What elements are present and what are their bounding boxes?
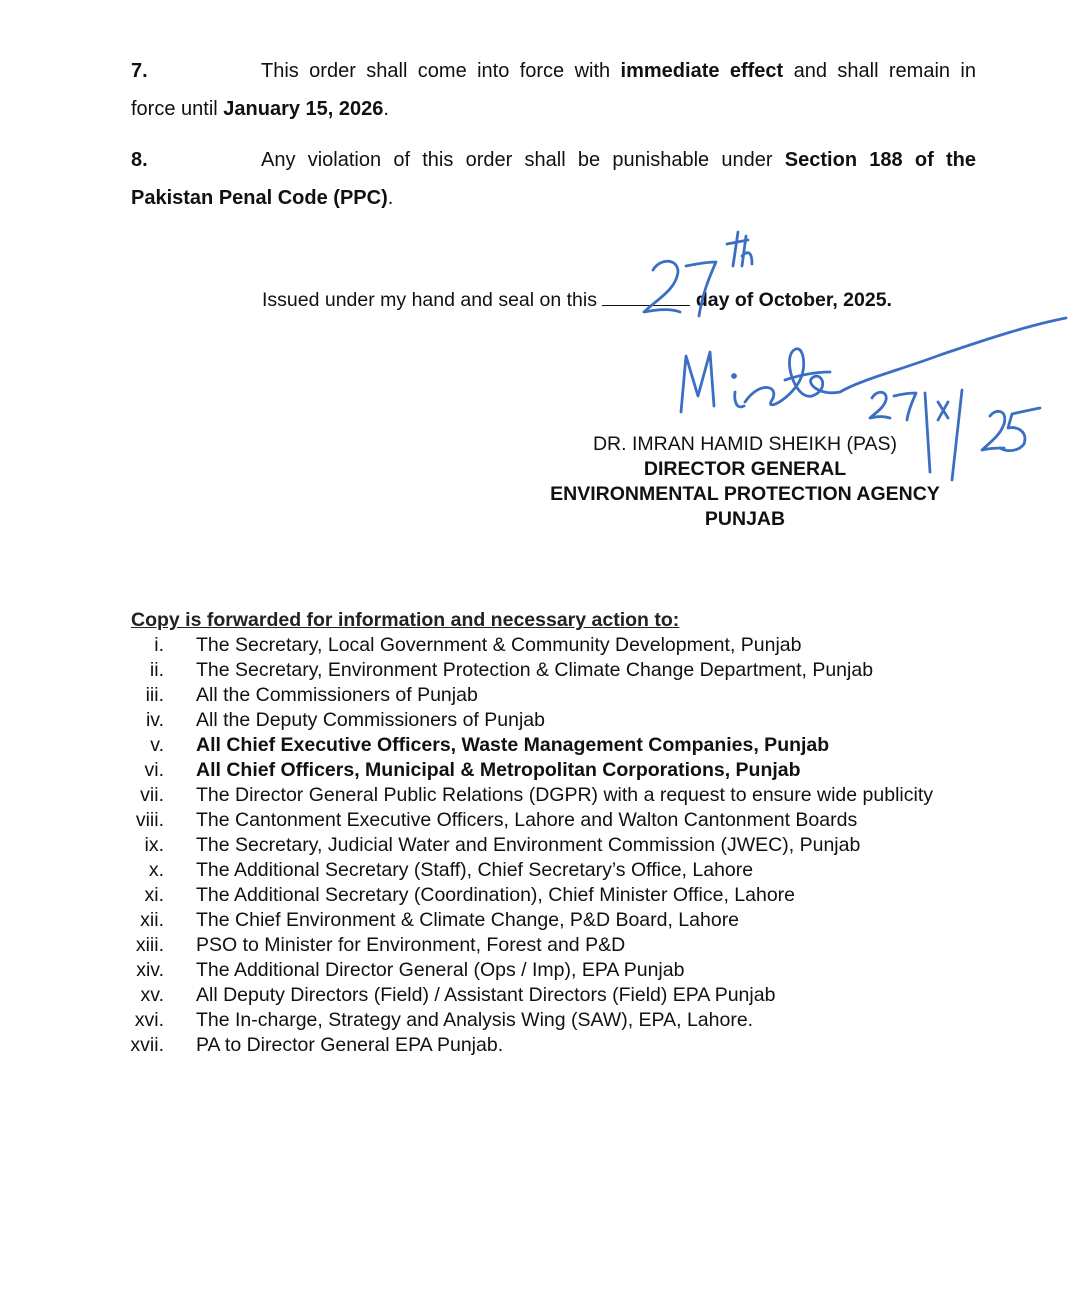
- paragraph-8-line-1: [131, 141, 976, 179]
- signatory-name: DR. IMRAN HAMID SHEIKH (PAS): [592, 433, 898, 455]
- recipient-text: The In-charge, Strategy and Analysis Wing (SAW), EPA, Lahore.: [196, 1009, 754, 1031]
- recipient-text: The Secretary, Local Government & Community Development, Punjab: [196, 634, 802, 656]
- recipient-numeral: x.: [148, 859, 164, 881]
- recipient-numeral: ii.: [149, 659, 164, 681]
- signature-flourish: [745, 318, 1066, 405]
- emphasized-text: Pakistan Penal Code (PPC): [131, 187, 388, 209]
- recipient-item: [120, 933, 1000, 958]
- recipient-numeral: iii.: [145, 684, 164, 706]
- recipient-text: The Secretary, Environment Protection & Climate Change Department, Punjab: [196, 659, 874, 681]
- recipient-numeral: xvii.: [130, 1034, 164, 1056]
- signature-m: [681, 352, 714, 412]
- recipient-numeral: v.: [150, 734, 164, 756]
- recipient-numeral: xi.: [144, 884, 164, 906]
- copy-forwarded-heading: Copy is forwarded for information and necessary action to:: [131, 609, 680, 631]
- copy-forwarded-list: [120, 633, 1000, 1058]
- paragraph-7: [131, 52, 976, 128]
- body-text: .: [387, 187, 394, 209]
- recipient-text: PSO to Minister for Environment, Forest and P&D: [196, 934, 626, 956]
- recipient-text: All Deputy Directors (Field) / Assistant Directors (Field) EPA Punjab: [196, 984, 776, 1006]
- recipient-text: The Additional Secretary (Staff), Chief Secretary’s Office, Lahore: [196, 859, 754, 881]
- recipient-item: [120, 1033, 1000, 1058]
- recipient-text: The Director General Public Relations (DGPR) with a request to ensure wide publicity: [196, 784, 933, 806]
- signature-block: [500, 432, 990, 532]
- issued-statement: [262, 287, 892, 312]
- recipient-item: [120, 658, 1000, 683]
- recipient-item: [120, 783, 1000, 808]
- handwritten-day-th: [727, 232, 752, 266]
- emphasized-text: January 15, 2026: [223, 98, 384, 120]
- recipient-item: [120, 758, 1000, 783]
- recipient-item: [120, 833, 1000, 858]
- recipient-text: The Additional Secretary (Coordination), Chief Minister Office, Lahore: [196, 884, 796, 906]
- recipient-numeral: ix.: [144, 834, 164, 856]
- recipient-text: The Cantonment Executive Officers, Lahore and Walton Cantonment Boards: [196, 809, 858, 831]
- paragraph-7-line-2: [131, 90, 976, 128]
- recipient-numeral: viii.: [135, 809, 164, 831]
- body-text: force until: [131, 98, 224, 120]
- recipient-item: [120, 908, 1000, 933]
- recipient-numeral: xv.: [140, 984, 164, 1006]
- recipient-item: [120, 808, 1000, 833]
- recipient-numeral: xvi.: [134, 1009, 164, 1031]
- recipient-text: All the Commissioners of Punjab: [196, 684, 478, 706]
- recipient-item: [120, 958, 1000, 983]
- recipient-numeral: vii.: [140, 784, 164, 806]
- issued-prefix: Issued under my hand and seal on this: [262, 289, 597, 311]
- emphasized-text: Section 188 of the: [784, 149, 977, 171]
- recipient-numeral: iv.: [145, 709, 164, 731]
- paragraph-8-line-2: [131, 179, 976, 217]
- recipient-numeral: xii.: [140, 909, 164, 931]
- recipient-item: [120, 633, 1000, 658]
- recipient-text: All the Deputy Commissioners of Punjab: [196, 709, 545, 731]
- recipient-text: All Chief Executive Officers, Waste Management Companies, Punjab: [196, 734, 830, 756]
- recipient-numeral: xiii.: [135, 934, 164, 956]
- body-text: and shall remain in: [783, 60, 976, 82]
- paragraph-8: [131, 141, 976, 217]
- signatory-region: PUNJAB: [704, 508, 786, 530]
- paragraph-number: 8.: [131, 149, 148, 171]
- paragraph-8-line-1-text: [261, 149, 976, 171]
- recipient-item: [120, 883, 1000, 908]
- recipient-numeral: i.: [154, 634, 164, 656]
- recipient-text: PA to Director General EPA Punjab.: [196, 1034, 504, 1056]
- recipient-text: The Secretary, Judicial Water and Environment Commission (JWEC), Punjab: [196, 834, 861, 856]
- recipient-numeral: xiv.: [136, 959, 164, 981]
- recipient-item: [120, 983, 1000, 1008]
- recipient-text: The Chief Environment & Climate Change, P&D Board, Lahore: [196, 909, 740, 931]
- day-blank-line: [602, 287, 690, 306]
- recipient-text: All Chief Officers, Municipal & Metropolitan Corporations, Punjab: [196, 759, 801, 781]
- paragraph-7-line-1-text: [261, 60, 976, 82]
- paragraph-7-line-1: [131, 52, 976, 90]
- body-text: .: [383, 98, 389, 120]
- recipient-item: [120, 733, 1000, 758]
- recipient-item: [120, 1008, 1000, 1033]
- recipient-text: The Additional Director General (Ops / Imp), EPA Punjab: [196, 959, 685, 981]
- body-text: This order shall come into force with: [261, 60, 621, 82]
- recipient-item: [120, 858, 1000, 883]
- body-text: Any violation of this order shall be punishable under: [261, 149, 785, 171]
- signatory-organization: ENVIRONMENTAL PROTECTION AGENCY: [550, 483, 940, 505]
- recipient-item: [120, 683, 1000, 708]
- emphasized-text: immediate effect: [620, 60, 784, 82]
- recipient-item: [120, 708, 1000, 733]
- recipient-numeral: vi.: [144, 759, 164, 781]
- signatory-designation: DIRECTOR GENERAL: [643, 458, 847, 480]
- issued-suffix: day of October, 2025.: [695, 289, 892, 311]
- paragraph-number: 7.: [131, 60, 148, 82]
